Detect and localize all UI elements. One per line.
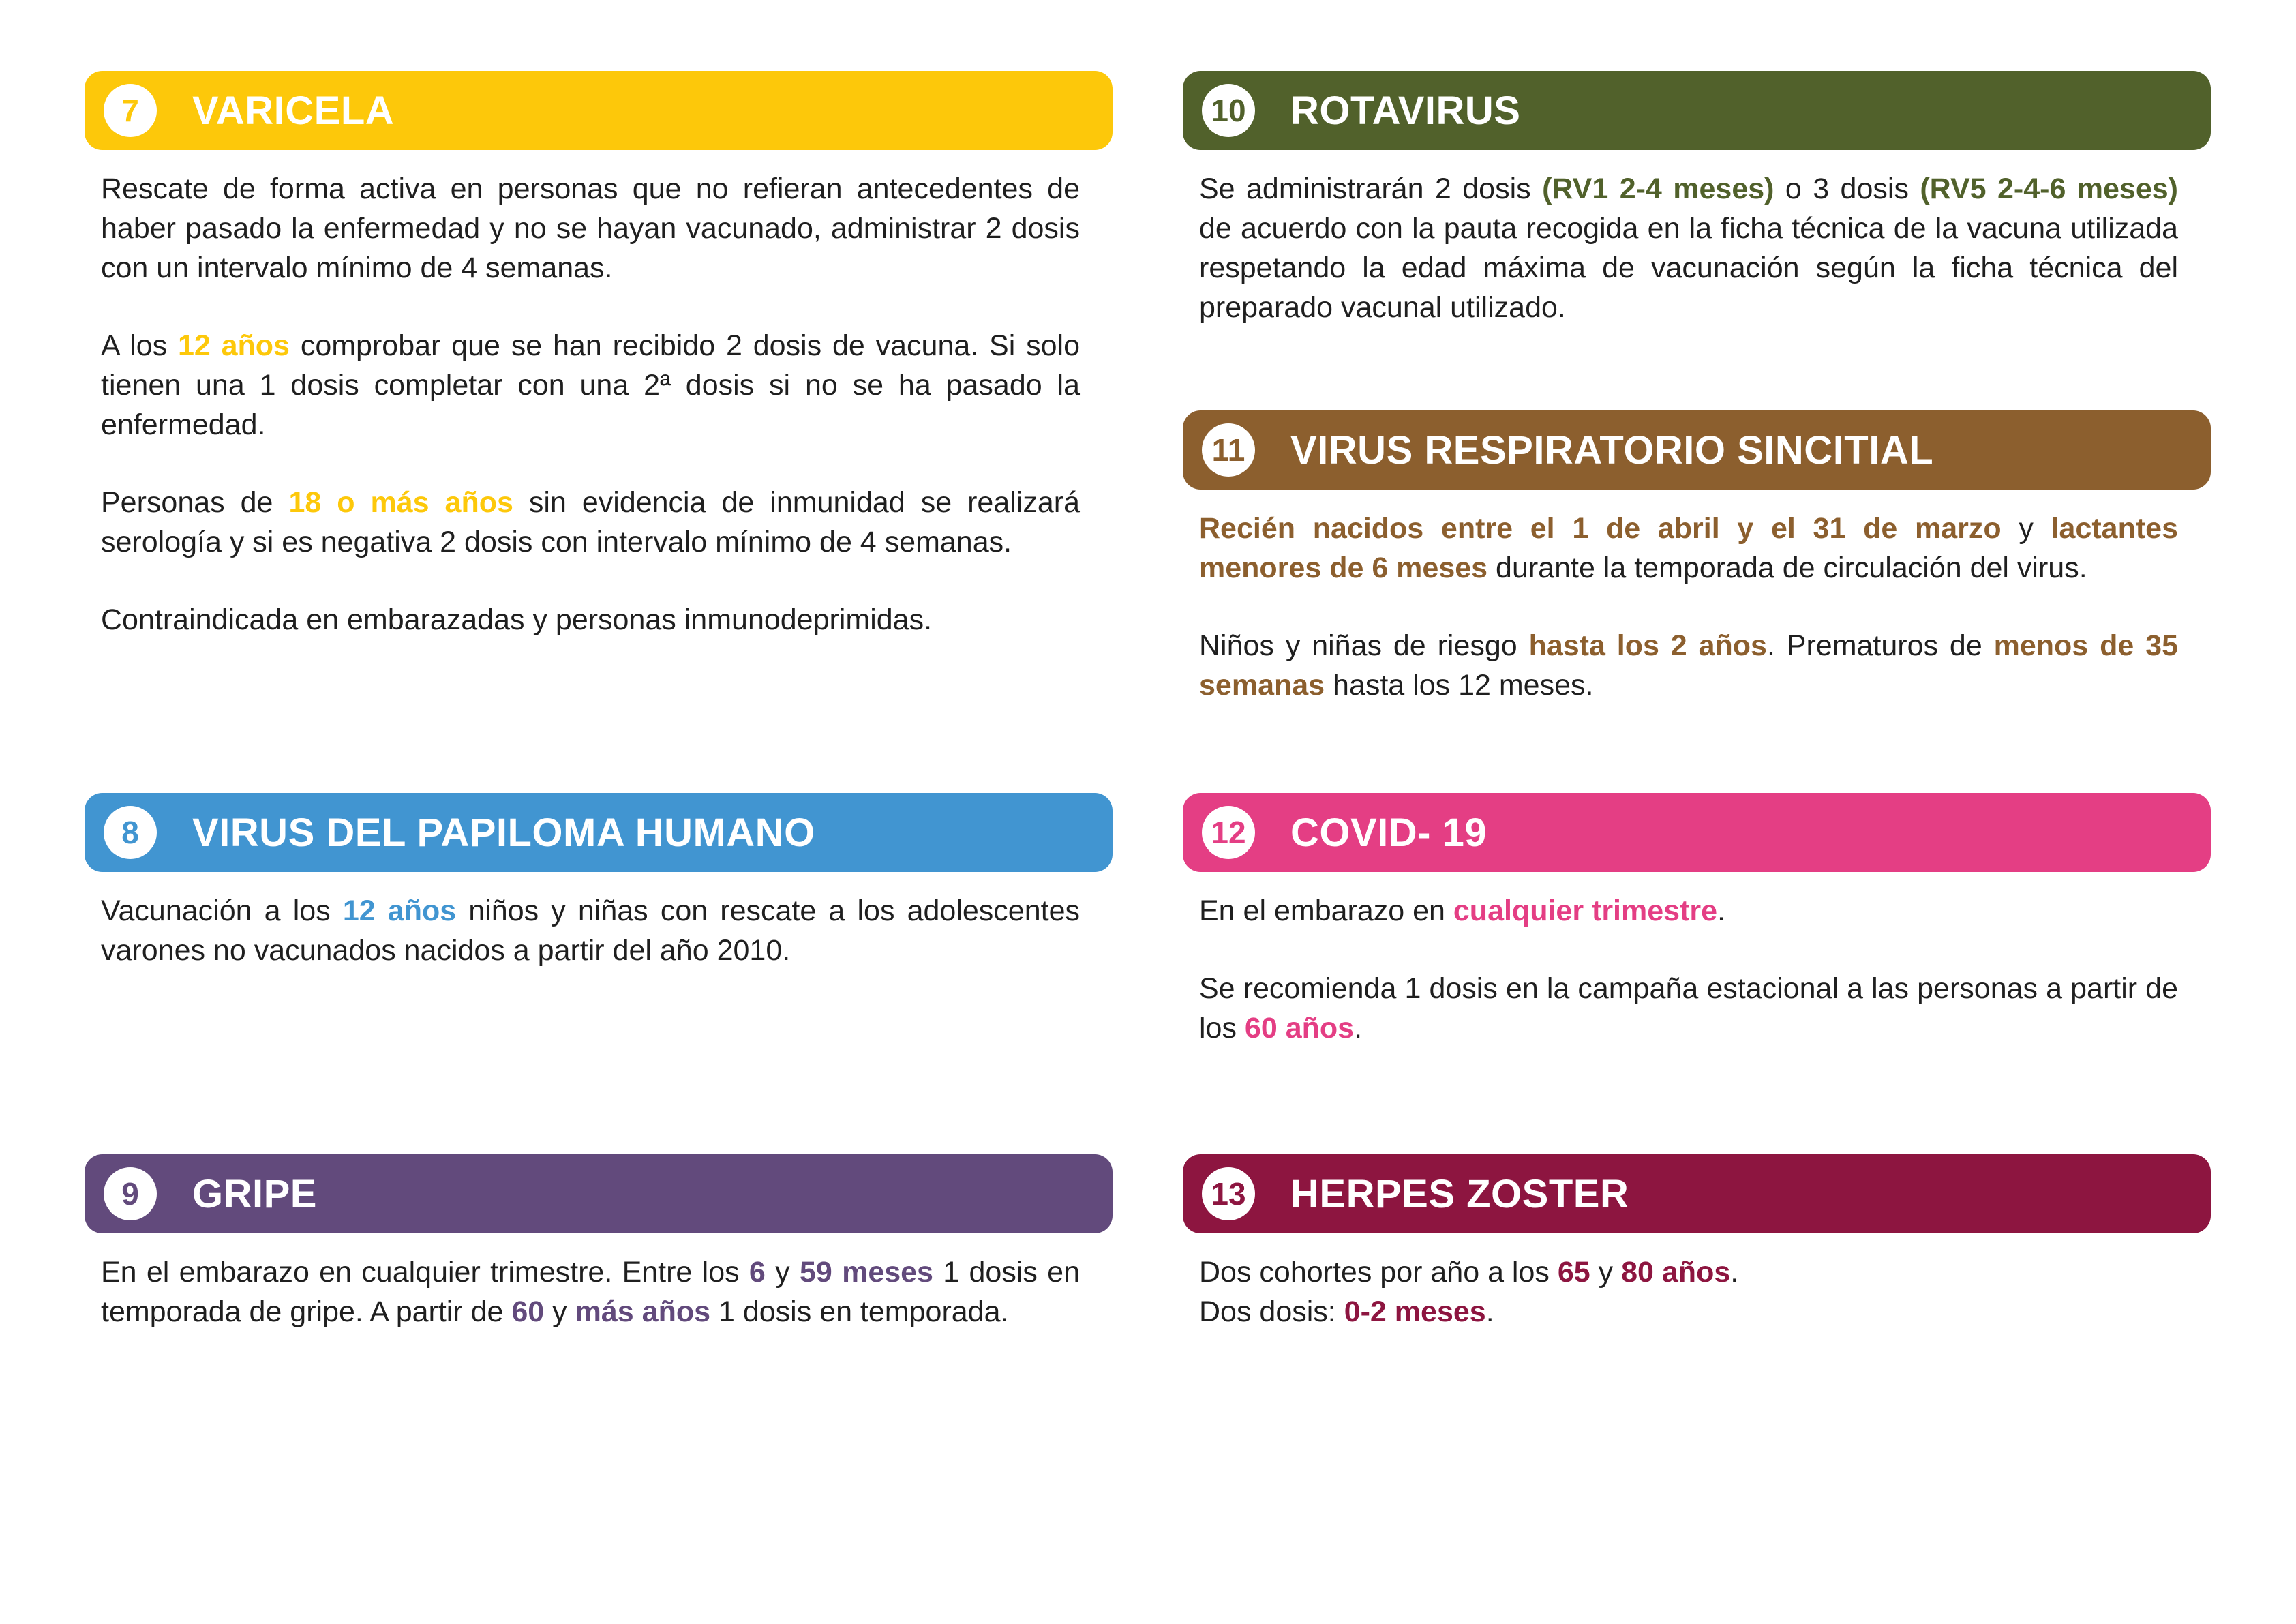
highlight-text: 0-2 meses [1344,1295,1486,1328]
text: A los [101,329,178,362]
paragraph [1199,891,2178,931]
text: Vacunación a los [101,894,343,927]
text: 1 dosis en temporada. [710,1295,1009,1328]
paragraph [1199,1252,2178,1332]
text: Niños y niñas de riesgo [1199,629,1529,662]
text: Dos cohortes por año a los [1199,1256,1558,1289]
section-title: GRIPE [192,1171,317,1216]
section-number-badge: 9 [104,1167,157,1220]
highlight-text: 59 meses [799,1256,933,1289]
section-number-badge: 10 [1202,84,1255,137]
text: y [1590,1256,1622,1289]
paragraph: Contraindicada en embarazadas y personas inmunodeprimidas. [101,603,933,636]
text: Personas de [101,486,289,519]
text: comprobar que se han recibido 2 dosis de vacuna. Si solo tienen una 1 dosis completar con una 2ª dosis si no se ha pasado la enfermedad. [101,329,1081,441]
section-title: VIRUS RESPIRATORIO SINCITIAL [1290,427,1934,472]
section-header-rotavirus [1183,71,2211,150]
section-rotavirus [1183,71,2211,327]
section-number-badge: 12 [1202,806,1255,859]
section-title: VARICELA [192,88,395,133]
highlight-text: (RV1 2-4 meses) [1542,172,1774,205]
highlight-text: 80 años [1621,1256,1731,1289]
text: hasta los 12 meses. [1325,669,1594,702]
section-body [1183,872,2211,1048]
highlight-text: hasta los 2 años [1528,629,1767,662]
text: y [2001,512,2051,545]
text: 1 dosis en temporada de gripe. A partir de [101,1256,1081,1328]
highlight-text: 12 años [177,329,290,362]
section-header-varicela [85,71,1113,150]
section-header-gripe [85,1154,1113,1233]
highlight-text: cualquier trimestre [1453,894,1718,927]
text: . [1485,1295,1494,1328]
section-vph [85,793,1113,970]
paragraph [101,891,1080,970]
highlight-text: más años [575,1295,711,1328]
section-varicela [85,71,1113,640]
section-gripe [85,1154,1113,1332]
text: Se administrarán 2 dosis [1199,172,1543,205]
section-vrs [1183,410,2211,705]
highlight-text: lactantes menores de 6 meses [1199,512,2178,584]
highlight-text: 6 [749,1256,766,1289]
highlight-text: 18 o más años [288,486,513,519]
section-body [85,150,1113,640]
paragraph [1199,969,2178,1048]
section-body [85,1233,1113,1332]
highlight-text: (RV5 2-4-6 meses) [1920,172,2178,205]
section-body [85,872,1113,970]
section-header-covid [1183,793,2211,872]
paragraph [1199,169,2178,327]
paragraph [101,483,1080,562]
section-title: COVID- 19 [1290,810,1487,855]
section-title: HERPES ZOSTER [1290,1171,1629,1216]
highlight-text: 60 [511,1295,545,1328]
text: En el embarazo en [1199,894,1453,927]
paragraph [1199,509,2178,588]
section-number-badge: 11 [1202,423,1255,477]
section-body [1183,490,2211,705]
section-body [1183,150,2211,327]
paragraph: Rescate de forma activa en personas que no refieran antecedentes de haber pasado la enfermedad y no se hayan vacunado, administrar 2 dosis con un intervalo mínimo de 4 semanas. [101,172,1080,284]
text: En el embarazo en cualquier trimestre. Entre los [101,1256,749,1289]
section-header-herpes [1183,1154,2211,1233]
highlight-text: Recién nacidos entre el 1 de abril y el 31 de marzo [1199,512,2002,545]
section-body [1183,1233,2211,1332]
section-herpes [1183,1154,2211,1332]
section-number-badge: 8 [104,806,157,859]
section-header-vrs [1183,410,2211,490]
text: de acuerdo con la pauta recogida en la ficha técnica de la vacuna utilizada respetando la edad máxima de vacunación según la ficha técnica del preparado vacunal utilizado. [1199,212,2178,324]
highlight-text: 12 años [342,894,457,927]
paragraph [101,326,1080,445]
text: Dos dosis: [1199,1295,1344,1328]
text: y [765,1256,800,1289]
section-number-badge: 13 [1202,1167,1255,1220]
text: . Prematuros de [1766,629,1994,662]
text: Se recomienda 1 dosis en la campaña estacional a las personas a partir de los [1199,972,2178,1044]
highlight-text: 60 años [1244,1012,1355,1044]
text: . [1717,894,1725,927]
section-header-vph [85,793,1113,872]
text: niños y niñas con rescate a los adolescentes varones no vacunados nacidos a partir del año 2010. [101,894,1080,967]
text: durante la temporada de circulación del virus. [1487,552,2087,584]
paragraph [1199,626,2178,705]
section-number-badge: 7 [104,84,157,137]
text: o 3 dosis [1774,172,1920,205]
highlight-text: 65 [1557,1256,1590,1289]
section-covid [1183,793,2211,1048]
text: y [544,1295,575,1328]
text: . [1354,1012,1363,1044]
section-title: VIRUS DEL PAPILOMA HUMANO [192,810,815,855]
paragraph [101,1252,1080,1332]
section-title: ROTAVIRUS [1290,88,1521,133]
text: sin evidencia de inmunidad se realizará serología y si es negativa 2 dosis con intervalo mínimo de 4 semanas. [101,486,1080,558]
highlight-text: menos de 35 semanas [1199,629,2178,702]
text: . [1730,1256,1739,1289]
